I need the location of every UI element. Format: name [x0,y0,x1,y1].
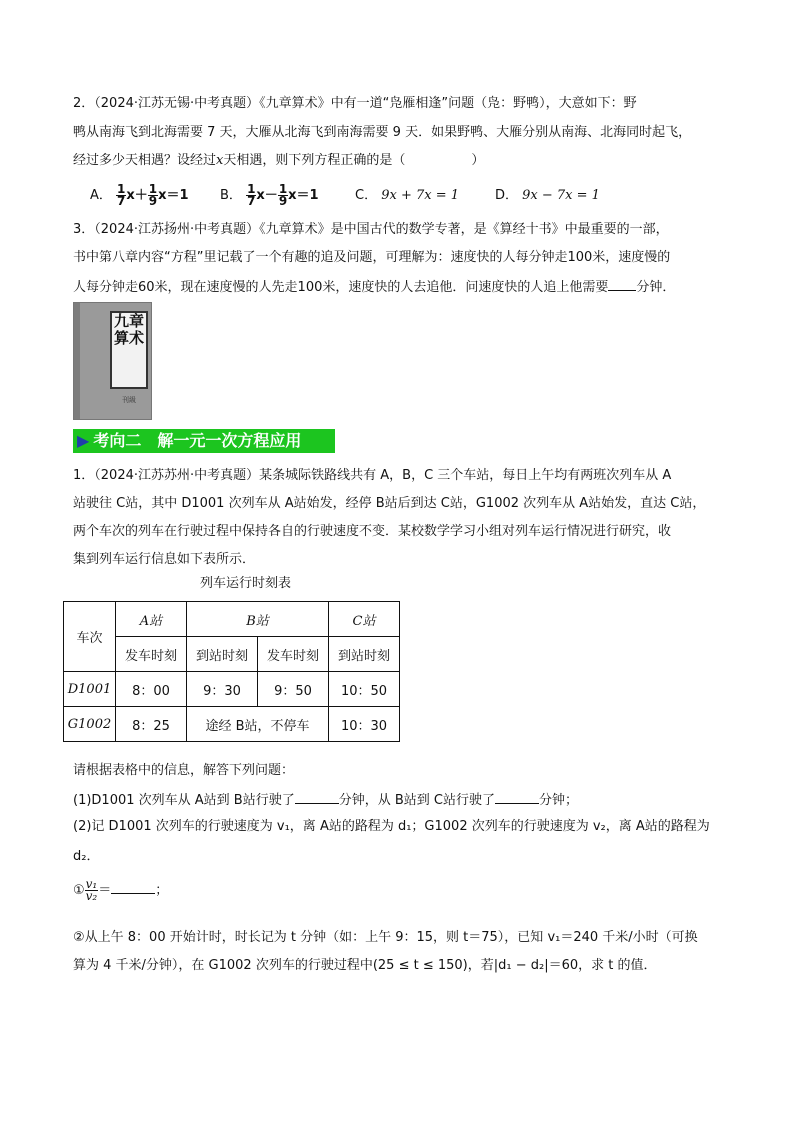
fraction-1-7: $\frac{1}{7}$ [247,182,256,208]
choice-b-mid: x－ [256,188,278,203]
q3-line-3-end: 分钟． [636,280,676,295]
q3-line-3 [73,276,675,298]
q2-line-3-start: 经过多少天相遇？设经过 [73,153,217,168]
p1-line-1: 1．（2024·江苏苏州·中考真题）某条城际铁路线共有 A，B，C 三个车站，每日上午均有两班次列车从 A [73,468,672,483]
question-1 [73,789,578,811]
header-station-c: C站 [329,602,400,637]
book-small-text: 刊級 [122,396,136,404]
subheader-b-depart: 发车时刻 [258,637,329,672]
train-schedule-table [63,601,400,742]
row-c-time: 10：50 [329,672,400,707]
subheader-a-depart: 发车时刻 [116,637,187,672]
q2-choices [90,184,625,208]
q2-variable-x: x [216,153,224,168]
ratio-fraction: $\frac{\text{v₁}}{\text{v₂}}$ [85,877,98,903]
table-title: 列车运行时刻表 [200,576,292,591]
q2-line-3-mid: 天相遇，则下列方程正确的是（ [223,153,406,168]
sub-question-2-line-1: ②从上午 8：00 开始计时，时长记为 t 分钟（如：上午 9：15，则 t＝75），已知 v₁＝240 千米/小时（可换 [73,930,698,945]
choice-a-mid: x＋ [126,188,148,203]
section-title: 考向二 解一元一次方程应用 [93,431,302,450]
p1-line-2: 站驶往 C站，其中 D1001 次列车从 A站始发，经停 B站后到达 C站，G1002 次列车从 A站始发，直达 C站， [73,496,706,511]
header-station-b: B站 [187,602,329,637]
fraction-1-9: $\frac{1}{9}$ [278,182,288,208]
book-cover-image [73,302,152,420]
sub-question-1 [73,878,168,904]
q3-line-3-text: 人每分钟走60米，现在速度慢的人先走100米，速度快的人去追他．问速度快的人追上他需要 [73,280,609,295]
choice-c-label: C． [355,188,378,203]
question-1-part-a: (1)D1001 次列车从 A站到 B站行驶了 [73,793,295,808]
sub-question-1-end: ； [155,883,169,898]
choice-a [90,184,220,208]
choice-d-expr: 9x − 7x = 1 [522,188,600,203]
p1-line-4: 集到列车运行信息如下表所示． [73,552,256,567]
row-a-time: 8：25 [116,707,187,742]
header-train: 车次 [64,602,116,672]
choice-b-label: B． [220,188,242,203]
subheader-c-arrive: 到站时刻 [329,637,400,672]
section-banner [73,429,335,453]
row-b-depart: 9：50 [258,672,329,707]
choice-d [495,184,625,208]
row-b-note: 途经 B站，不停车 [187,707,329,742]
row-train: G1002 [64,707,116,742]
row-c-time: 10：30 [329,707,400,742]
row-a-time: 8：00 [116,672,187,707]
q2-line-2: 鸭从南海飞到北海需要 7 天，大雁从北海飞到南海需要 9 天．如果野鸭、大雁分别从南海、北海同时起飞， [73,125,692,140]
subheader-b-arrive: 到站时刻 [187,637,258,672]
sub-question-2-line-2: 算为 4 千米/分钟），在 G1002 次列车的行驶过程中(25 ≤ t ≤ 150)，若|d₁ − d₂|＝60，求 t 的值． [73,958,657,973]
choice-b-end: x＝1 [288,188,319,203]
answer-blank-2 [495,789,539,804]
fraction-1-9: $\frac{1}{9}$ [148,182,158,208]
p1-line-3: 两个车次的列车在行驶过程中保持各自的行驶速度不变．某校数学学习小组对列车运行情况进行研究，收 [73,524,672,539]
question-1-part-b: 分钟，从 B站到 C站行驶了 [338,793,495,808]
choice-d-label: D． [495,188,519,203]
question-1-part-c: 分钟； [538,793,578,808]
choice-a-end: x＝1 [158,188,189,203]
triangle-right-icon: ▶ [77,431,90,450]
choice-c [355,184,495,208]
questions-intro: 请根据表格中的信息，解答下列问题： [73,763,295,778]
choice-a-label: A． [90,188,112,203]
equals-sign: ＝ [98,883,112,898]
header-station-a: A站 [116,602,187,637]
q2-line-3 [73,151,484,171]
q3-answer-blank [608,276,636,291]
q2-line-1: 2．（2024·江苏无锡·中考真题）《九章算术》中有一道“凫雁相逢”问题（凫：野鸭），大意如下：野 [73,96,637,111]
question-2-line-2: d₂． [73,849,100,864]
answer-blank-1 [295,789,339,804]
book-title-label: 九章算术 [110,311,148,389]
book-spine [74,303,80,419]
question-2-line-1: (2)记 D1001 次列车的行驶速度为 v₁，离 A站的路程为 d₁；G1002 次列车的行驶速度为 v₂，离 A站的路程为 [73,819,710,834]
q3-line-2: 书中第八章内容“方程”里记载了一个有趣的追及问题，可理解为：速度快的人每分钟走100米，速度慢的 [73,250,671,265]
row-b-arrive: 9：30 [187,672,258,707]
answer-blank-3 [111,879,155,894]
fraction-1-7: $\frac{1}{7}$ [117,182,126,208]
choice-c-expr: 9x + 7x = 1 [381,188,460,203]
row-train: D1001 [64,672,116,707]
q3-line-1: 3．（2024·江苏扬州·中考真题）《九章算术》是中国古代的数学专著，是《算经十书》中最重要的一部， [73,222,669,237]
table-row [64,672,400,707]
circled-one: ① [73,883,85,898]
q2-line-3-end: ） [471,153,485,168]
table-row [64,707,400,742]
choice-b [220,184,355,208]
